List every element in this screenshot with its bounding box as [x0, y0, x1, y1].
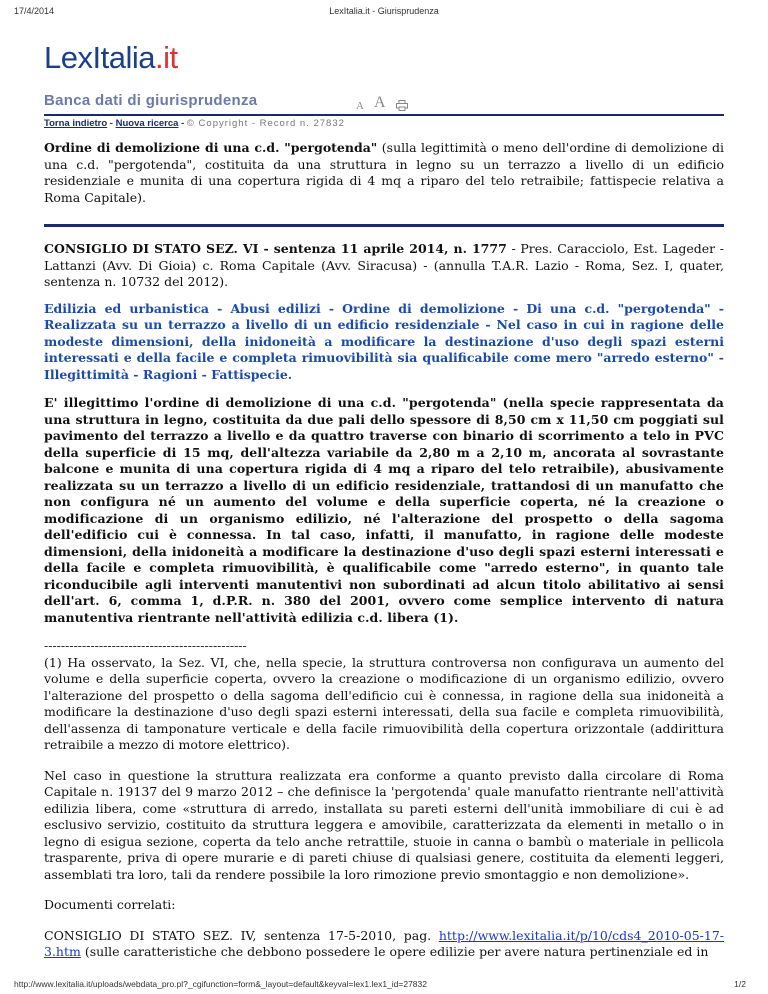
- sentenza-header: [44, 241, 724, 291]
- print-page-title: LexItalia.it - Giurisprudenza: [329, 6, 439, 16]
- database-heading: Banca dati di giurisprudenza: [44, 92, 258, 109]
- nav-separator: -: [178, 118, 187, 129]
- lexitalia-logo[interactable]: [44, 40, 178, 76]
- title-rest: (sulla legittimità o meno dell'ordine di demolizione di una c.d. "pergotenda", costituita da una struttura in legno su un terrazzo a livello di un edificio residenziale e munita di una copertura rigida di 4 mq a riparo del telo retraibile; fattispecie relativa a Roma Capitale).: [44, 140, 724, 205]
- nav-bar: [44, 118, 345, 129]
- note-separator: ------------------------------------------------: [44, 638, 247, 653]
- copyright-record: © Copyright - Record n. 27832: [186, 118, 345, 129]
- document-title: [44, 140, 724, 206]
- nav-separator: -: [107, 118, 116, 129]
- print-date: 17/4/2014: [14, 6, 55, 16]
- keywords-paragraph: Edilizia ed urbanistica - Abusi edilizi - Ordine di demolizione - Di una c.d. "pergotenda" - Realizzata su un terrazzo a livello di un edificio residenziale - Nel caso in cui in ragione delle modeste dimensioni, della inidoneità a modificare la destinazione d'uso degli spazi esterni interessati e della facile e completa rimuovibilità sia qualificabile come mero "arredo esterno" - Illegittimità - Ragioni - Fattispecie.: [44, 300, 724, 382]
- page-number: 1/2: [734, 979, 746, 989]
- header-rule: [44, 114, 724, 116]
- font-increase-button[interactable]: A: [373, 94, 386, 111]
- logo-tld: .it: [154, 40, 178, 75]
- note-2: Nel caso in questione la struttura realizzata era conforme a quanto previsto dalla circolare di Roma Capitale n. 19137 del 9 marzo 2012 – che definisce la 'pergotenda' quale manufatto rientrante nell'attività edilizia libera, come «struttura di arredo, installata su pareti esterni dell'unità immobiliare di cui è ad esclusivo servizio, costituito da struttura leggera e amovibile, caratterizzata da elementi in metallo o in legno di esigua sezione, coperta da telo anche retrattile, stuoie in canna o bambù o materiale in pellicola trasparente, priva di opere murarie e di pareti chiuse di qualsiasi genere, costituita da elementi leggeri, assemblati tra loro, tali da rendere possibile la loro rimozione previo smontaggio e non demolizione».: [44, 767, 724, 882]
- massima-paragraph: E' illegittimo l'ordine di demolizione di una c.d. "pergotenda" (nella specie rappresentata da una struttura in legno, costituita da due pali dello spessore di 8,50 cm x 11,50 cm poggiati sul pavimento del terrazzo a livello e da quattro traverse con binario di scorrimento a telo in PVC della superficie di 15 mq, dell'altezza variabile da 2,80 m a 2,10 m, ancorata al sovrastante balcone e munita di una copertura rigida di 4 mq a riparo del telo retraibile), abusivamente realizzata su un terrazzo a livello di un edificio residenziale, trattandosi di un manufatto che non configura né un aumento del volume e della superficie coperta, né la creazione o modificazione di un organismo edilizio, né l'alterazione del prospetto o della sagoma dell'edificio cui è connessa. In tal caso, infatti, il manufatto, in ragione delle modeste dimensioni, della inidoneità a modificare la destinazione d'uso degli spazi esterni interessati e della facile e completa rimuovibilità, è qualificabile come "arredo esterno", in quanto tale riconducibile agli interventi manutentivi non subordinati ad alcun titolo abilitativo ai sensi dell'art. 6, comma 1, d.P.R. n. 380 del 2001, ovvero come semplice intervento di natura manutentiva rientrante nell'attività edilizia c.d. libera (1).: [44, 395, 724, 625]
- back-link[interactable]: Torna indietro: [44, 118, 108, 129]
- logo-name: LexItalia: [44, 40, 155, 75]
- related-link[interactable]: http://www.lexitalia.it/p/10/cds4_2010-05-17-3.htm: [44, 927, 724, 959]
- related-prefix: CONSIGLIO DI STATO SEZ. IV, sentenza 17-5-2010, pag.: [44, 927, 439, 943]
- sentenza-rest: - Pres. Caracciolo, Est. Lageder - Lattanzi (Avv. Di Gioia) c. Roma Capitale (Avv. Siracusa) - (annulla T.A.R. Lazio - Roma, Sez. I, quater, sentenza n. 10732 del 2012).: [44, 241, 724, 289]
- sentenza-bold: CONSIGLIO DI STATO SEZ. VI - sentenza 11 aprile 2014, n. 1777: [44, 241, 507, 256]
- section-divider: [44, 224, 724, 227]
- font-decrease-button[interactable]: A: [356, 100, 364, 112]
- related-suffix: (sulle caratteristiche che debbono possedere le opere edilizie per avere natura pertinenziale ed in: [80, 944, 709, 959]
- related-document: [44, 928, 724, 961]
- printer-icon[interactable]: [396, 100, 408, 111]
- title-bold: Ordine di demolizione di una c.d. "pergotenda": [44, 140, 378, 155]
- text-tools: [356, 94, 408, 112]
- new-search-link[interactable]: Nuova ricerca: [115, 118, 179, 129]
- document-body: [44, 140, 724, 961]
- footer-url: http://www.lexitalia.it/uploads/webdata_pro.pl?_cgifunction=form&_layout=default&keyval=lex1.lex1_id=27832: [14, 979, 427, 989]
- related-label: Documenti correlati:: [44, 897, 176, 912]
- note-1: (1) Ha osservato, la Sez. VI, che, nella specie, la struttura controversa non configurava un aumento del volume e della superficie coperta, ovvero la creazione o modificazione di un organismo edilizio, ovvero l'alterazione del prospetto o della sagoma dell'edificio cui è connessa, in ragione della sua inidoneità a modificare la destinazione d'uso degli spazi esterni interessati, della sua facile e completa rimuovibilità, dell'assenza di tamponature verticale e della facile rimuovibilità della copertura orizzontale (addirittura retraibile a mezzo di motore elettrico).: [44, 654, 724, 752]
